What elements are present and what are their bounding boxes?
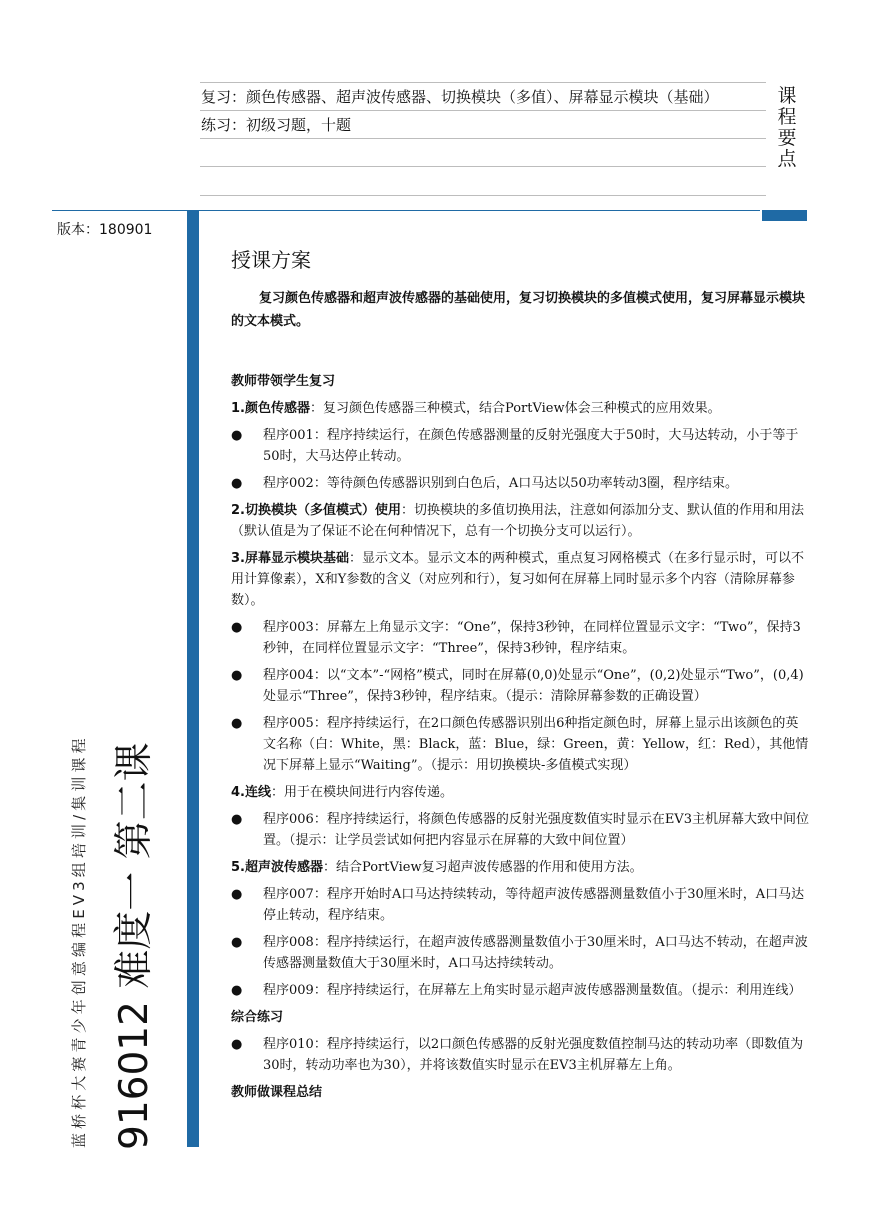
bullet-icon: ● — [231, 668, 243, 683]
topic-text: ：用于在模块间进行内容传递。 — [270, 785, 453, 800]
bullet-icon: ● — [231, 476, 243, 491]
section-heading: 教师带领学生复习 — [231, 374, 336, 389]
plan-title: 授课方案 — [231, 248, 311, 272]
topic-label: 5.超声波传感器 — [231, 860, 323, 875]
list-item-text: 程序006：程序持续运行，将颜色传感器的反射光强度数值实时显示在EV3主机屏幕大致中间位置。（提示：让学员尝试如何把内容显示在屏幕的大致中间位置） — [263, 812, 809, 848]
lesson-content — [231, 245, 811, 1109]
version-label: 版本：180901 — [57, 222, 153, 238]
list-item — [231, 932, 811, 974]
list-item-text: 程序010：程序持续运行，以2口颜色传感器的反射光强度数值控制马达的转动功率（即数值为30时，转动功率也为30），并将该数值实时显示在EV3主机屏幕左上角。 — [263, 1037, 804, 1073]
topic-label: 3.屏幕显示模块基础 — [231, 551, 349, 566]
header-divider — [52, 210, 760, 211]
list-item-text: 程序004：以“文本”-“网格”模式，同时在屏幕(0,0)处显示“One”，(0,2)处显示“Two”，(0,4)处显示“Three”，保持3秒钟，程序结束。（提示：清除屏幕参数的正确设置） — [263, 668, 804, 704]
header-rule-4 — [200, 166, 766, 167]
key-points-label: 课程要点 — [777, 85, 797, 170]
list-item — [231, 617, 811, 659]
list-item-text: 程序001：程序持续运行，在颜色传感器测量的反射光强度大于50时，大马达转动，小于等于50时，大马达停止转动。 — [263, 428, 799, 464]
topic-text: ：显示文本。显示文本的两种模式，重点复习网格模式（在多行显示时，可以不用计算像素），X和Y参数的含义（对应列和行），复习如何在屏幕上同时显示多个内容（清除屏幕参数）。 — [231, 551, 804, 608]
topic-label: 1.颜色传感器 — [231, 401, 310, 416]
topic-paragraph — [231, 500, 811, 542]
topic-label: 4.连线 — [231, 785, 271, 800]
section-heading: 综合练习 — [231, 1010, 284, 1025]
list-item — [231, 473, 811, 494]
list-item-text: 程序007：程序开始时A口马达持续转动，等待超声波传感器测量数值小于30厘米时，A口马达停止转动，程序结束。 — [263, 887, 805, 923]
program-list — [231, 809, 811, 851]
list-item-text: 程序003：屏幕左上角显示文字：“One”，保持3秒钟，在同样位置显示文字：“Two”，保持3秒钟，在同样位置显示文字：“Three”，保持3秒钟，程序结束。 — [263, 620, 801, 656]
list-item — [231, 980, 811, 1001]
program-list — [231, 617, 811, 776]
bullet-icon: ● — [231, 983, 243, 998]
bullet-icon: ● — [231, 716, 243, 731]
topic-text: ：结合PortView复习超声波传感器的作用和使用方法。 — [322, 860, 643, 875]
list-item-text: 程序009：程序持续运行，在屏幕左上角实时显示超声波传感器测量数值。（提示：利用连线） — [263, 983, 802, 998]
bullet-icon: ● — [231, 428, 243, 443]
program-list — [231, 425, 811, 494]
list-item-text: 程序002：等待颜色传感器识别到白色后，A口马达以50功率转动3圈，程序结束。 — [263, 476, 739, 491]
topic-paragraph — [231, 548, 811, 611]
list-item — [231, 713, 811, 776]
side-accent-bar — [187, 210, 199, 1147]
list-item — [231, 1034, 811, 1076]
header-rule-5 — [200, 195, 766, 196]
review-line: 复习：颜色传感器、超声波传感器、切换模块（多值）、屏幕显示模块（基础） — [201, 88, 719, 106]
section-heading: 教师做课程总结 — [231, 1085, 323, 1100]
topic-paragraph — [231, 782, 811, 803]
list-item — [231, 425, 811, 467]
bullet-icon: ● — [231, 812, 243, 827]
topic-text: ：复习颜色传感器三种模式，结合PortView体会三种模式的应用效果。 — [309, 401, 721, 416]
list-item — [231, 884, 811, 926]
topic-paragraph — [231, 857, 811, 878]
content-blocks — [231, 371, 811, 1103]
intro-paragraph: 复习颜色传感器和超声波传感器的基础使用，复习切换模块的多值模式使用，复习屏幕显示模块的文本模式。 — [231, 291, 806, 329]
bullet-icon: ● — [231, 620, 243, 635]
accent-tab — [762, 210, 807, 221]
list-item — [231, 665, 811, 707]
bullet-icon: ● — [231, 935, 243, 950]
header-rule-1 — [200, 82, 766, 83]
program-list — [231, 1034, 811, 1076]
program-list — [231, 884, 811, 1001]
practice-line: 练习：初级习题，十题 — [201, 116, 352, 134]
list-item-text: 程序005：程序持续运行，在2口颜色传感器识别出6种指定颜色时，屏幕上显示出该颜色的英文名称（白：White，黑：Black，蓝：Blue，绿：Green，黄：Yellow，红：Red），其他情况下屏幕上显示“Waiting”。（提示：用切换模块-多值模式实现） — [263, 716, 809, 773]
topic-text: ：切换模块的多值切换用法，注意如何添加分支、默认值的作用和用法（默认值是为了保证不论在何种情况下，总有一个切换分支可以运行）。 — [231, 503, 804, 539]
list-item — [231, 809, 811, 851]
topic-paragraph — [231, 398, 811, 419]
lesson-title: 916012 难度一 第二课 — [112, 742, 157, 1150]
header-rule-2 — [200, 110, 766, 111]
course-series: 蓝桥杯大赛青少年创意编程EV3组培训/集训课程 — [70, 734, 88, 1148]
list-item-text: 程序008：程序持续运行，在超声波传感器测量数值小于30厘米时，A口马达不转动，在超声波传感器测量数值大于30厘米时，A口马达持续转动。 — [263, 935, 808, 971]
topic-label: 2.切换模块（多值模式）使用 — [231, 503, 401, 518]
header-rule-3 — [200, 138, 766, 139]
bullet-icon: ● — [231, 887, 243, 902]
bullet-icon: ● — [231, 1037, 243, 1052]
